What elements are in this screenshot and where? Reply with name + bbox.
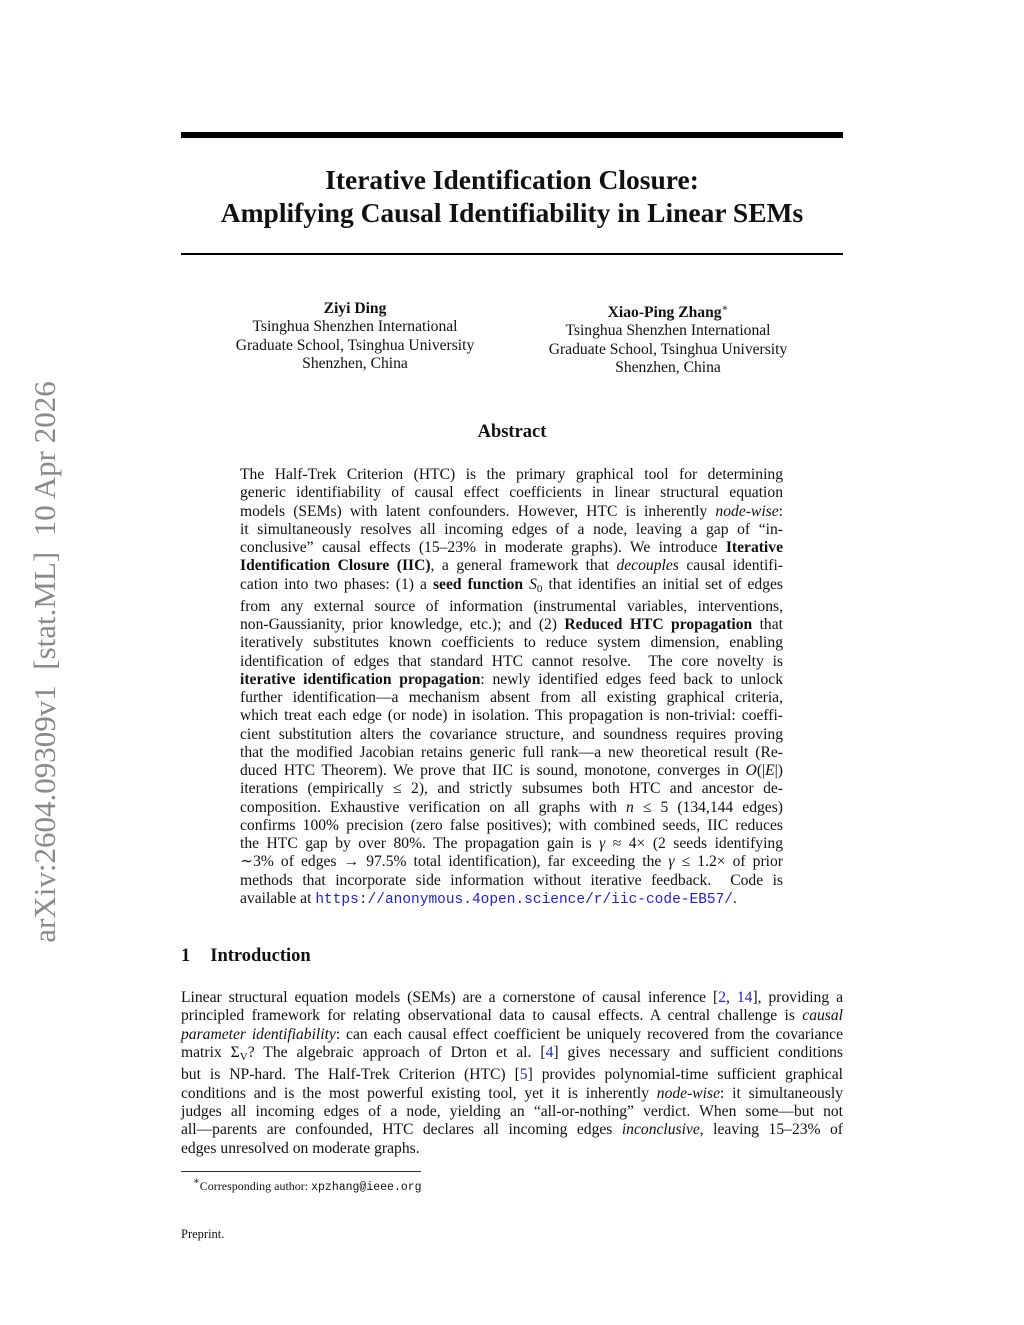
title-top-rule: [181, 132, 843, 138]
citation-link[interactable]: 14: [736, 989, 753, 1006]
title-line-2: Amplifying Causal Identifiability in Linear SEMs: [220, 197, 804, 228]
text-line: [181, 1044, 843, 1066]
text-segment: The Half-Trek Criterion (HTC) is the primary graphical tool for determining: [240, 466, 783, 483]
text-line: [240, 890, 783, 909]
text-segment: node-wise: [656, 1084, 721, 1102]
text-segment: all—parents are confounded, HTC declares all incoming edges: [181, 1121, 622, 1139]
text-segment: ] provides polynomial-time sufficient graphical: [527, 1066, 843, 1084]
text-segment: : can each causal effect coefficient be uniquely recovered from the covariance: [335, 1025, 844, 1043]
text-segment: : it simultaneously: [720, 1084, 843, 1102]
text-line: [240, 853, 783, 871]
text-line: [181, 1140, 843, 1158]
text-segment: Linear structural equation models (SEMs) are a cornerstone of causal inference [: [181, 989, 719, 1006]
text-segment: .: [733, 889, 737, 907]
text-line: [240, 707, 783, 725]
text-segment: V: [239, 1051, 248, 1064]
text-line: [181, 1121, 843, 1139]
text-line: [240, 744, 783, 762]
text-segment: decouples: [616, 557, 679, 575]
title-line-1: Iterative Identification Closure:: [325, 164, 699, 195]
text-segment: judges all incoming edges of a node, yielding an “all-or-nothing” verdict. When some—but not: [181, 1103, 843, 1121]
text-line: [240, 762, 783, 780]
text-segment: composition. Exhaustive verification on all graphs with: [240, 798, 627, 816]
text-segment: ∼3% of edges → 97.5% total identification), far exceeding the: [240, 853, 669, 871]
text-segment: |): [774, 762, 783, 779]
text-segment: further identification—a mechanism absent from all existing graphical criteria,: [240, 689, 783, 706]
text-segment: :: [778, 502, 783, 520]
text-line: [181, 1066, 843, 1084]
text-line: [240, 557, 783, 575]
text-segment: causal identifi-: [678, 557, 783, 575]
text-segment: inconclusive: [621, 1121, 700, 1139]
section-title: Introduction: [210, 946, 311, 966]
text-segment: iterative identification propagation: [240, 670, 481, 688]
author-block-2: [508, 300, 828, 377]
text-segment: , leaving 15–23% of: [699, 1121, 843, 1139]
text-line: [181, 1103, 843, 1121]
text-segment: Reduced HTC propagation: [564, 616, 753, 633]
text-segment: γ: [668, 853, 675, 871]
text-line: [240, 576, 783, 598]
text-segment: ] gives necessary and sufficient conditions: [553, 1044, 843, 1062]
text-segment: causal: [802, 1007, 843, 1025]
text-segment: matrix Σ: [181, 1044, 240, 1062]
text-segment: edges unresolved on moderate graphs.: [181, 1139, 420, 1157]
text-segment: ], providing a: [752, 989, 843, 1006]
footnote-email[interactable]: xpzhang@ieee.org: [311, 1181, 422, 1194]
section-number: 1: [181, 946, 191, 966]
footnote-mark: ∗: [193, 1176, 200, 1187]
footnote-mark[interactable]: ∗: [721, 303, 729, 314]
text-line: [240, 835, 783, 853]
text-segment: γ: [599, 835, 606, 852]
text-line: [240, 634, 783, 652]
text-segment: non-Gaussianity, prior knowledge, etc.); and (2): [240, 616, 565, 633]
text-line: [240, 689, 783, 707]
author-location: Shenzhen, China: [302, 354, 408, 372]
footnote-text: Corresponding author:: [199, 1179, 312, 1193]
text-line: [240, 598, 783, 616]
footer-preprint: Preprint.: [181, 1227, 225, 1241]
abstract-heading: Abstract: [477, 422, 547, 442]
text-segment: Iterative: [725, 539, 783, 556]
text-line: [240, 799, 783, 817]
text-segment: S: [529, 575, 537, 593]
text-line: [240, 521, 783, 539]
arxiv-stamp: arXiv:2604.09309v1 [stat.ML] 10 Apr 2026: [27, 381, 62, 943]
text-segment: ≤ 1.2× of prior: [674, 853, 783, 871]
text-segment: generic identifiability of causal effect coefficients in linear structural equation: [240, 484, 783, 502]
text-segment: principled framework for relating observational data to causal effects. A central challenge is: [181, 1007, 803, 1025]
text-segment: node-wise: [715, 502, 779, 520]
text-segment: : newly identified edges feed back to unlock: [480, 670, 783, 688]
text-segment: that identifies an initial set of edges: [542, 575, 783, 593]
text-segment: ≤ 5 (134,144 edges): [633, 798, 783, 816]
text-segment: O: [745, 762, 757, 779]
introduction-body: [181, 989, 843, 1158]
author-name: Xiao-Ping Zhang: [607, 304, 722, 321]
footnote-rule: [181, 1171, 421, 1172]
author-name: Ziyi Ding: [323, 300, 387, 317]
section-heading-introduction: [181, 946, 311, 967]
text-segment: methods that incorporate side information without iterative feedback. Code is: [240, 871, 783, 889]
text-segment: confirms 100% precision (zero false positives); with combined seeds, IIC reduces: [240, 816, 783, 834]
text-segment: ,: [725, 989, 737, 1006]
text-line: [181, 989, 843, 1007]
text-segment: duced HTC Theorem). We prove that IIC is sound, monotone, converges in: [240, 762, 746, 779]
text-segment: parameter identifiability: [181, 1025, 336, 1043]
text-segment: it simultaneously resolves all incoming edges of a node, leaving a gap of “in-: [240, 520, 783, 538]
text-segment: identification of edges that standard HTC cannot resolve. The core novelty is: [240, 652, 783, 670]
author-affiliation: Tsinghua Shenzhen International: [252, 318, 458, 336]
text-line: [240, 653, 783, 671]
citation-link[interactable]: 2: [718, 989, 726, 1006]
text-segment: that: [752, 616, 783, 633]
text-segment: but is NP-hard. The Half-Trek Criterion (HTC) [: [181, 1066, 520, 1084]
footnote: [193, 1176, 422, 1194]
text-segment: 0: [536, 582, 543, 595]
code-link[interactable]: https://anonymous.4open.science/r/iic-code-EB57/: [315, 891, 733, 908]
text-segment: ? The algebraic approach of Drton et al. [: [247, 1044, 546, 1062]
citation-link[interactable]: 4: [545, 1044, 554, 1062]
text-line: [240, 539, 783, 557]
text-segment: , a general framework that: [430, 557, 617, 575]
text-line: [240, 671, 783, 689]
text-line: [240, 616, 783, 634]
text-segment: E: [765, 762, 775, 779]
text-segment: available at: [240, 889, 316, 907]
text-segment: n: [626, 798, 634, 816]
text-segment: conclusive” causal effects (15–23% in moderate graphs). We introduce: [240, 539, 726, 556]
abstract-body: [240, 466, 783, 909]
text-segment: the HTC gap by over 80%. The propagation gain is: [240, 835, 600, 852]
citation-link[interactable]: 5: [519, 1066, 528, 1084]
text-segment: iteratively substitutes known coefficients to reduce system dimension, enabling: [240, 634, 783, 652]
author-affiliation: Graduate School, Tsinghua University: [235, 336, 475, 354]
text-line: [240, 872, 783, 890]
text-segment: iterations (empirically ≤ 2), and strictly subsumes both HTC and ancestor de-: [240, 780, 783, 798]
author-affiliation: Graduate School, Tsinghua University: [548, 340, 788, 358]
text-line: [240, 466, 783, 484]
author-affiliation: Tsinghua Shenzhen International: [565, 322, 771, 340]
text-segment: conditions and is the most powerful existing tool, yet it is inherently: [181, 1084, 657, 1102]
text-segment: ≈ 4× (2 seeds identifying: [605, 835, 783, 852]
paper-title: [181, 163, 843, 229]
text-line: [181, 1026, 843, 1044]
text-segment: from any external source of information (instrumental variables, interventions,: [240, 597, 783, 615]
author-location: Shenzhen, China: [615, 358, 721, 376]
text-line: [240, 780, 783, 798]
text-segment: which treat each edge (or node) in isolation. This propagation is non-trivial: coeffi-: [240, 707, 783, 725]
text-line: [181, 1085, 843, 1103]
text-line: [240, 817, 783, 835]
text-line: [181, 1007, 843, 1025]
text-segment: that the modified Jacobian retains generic full rank—a new theoretical result (Re-: [240, 743, 783, 761]
text-segment: cation into two phases: (1) a: [240, 575, 433, 593]
author-block-1: [195, 300, 515, 373]
text-segment: cient substitution alters the covariance structure, and soundness requires proving: [240, 725, 783, 743]
text-segment: Identification Closure (IIC): [240, 557, 431, 575]
text-line: [240, 503, 783, 521]
title-bottom-rule: [181, 253, 843, 255]
text-segment: seed function: [432, 575, 524, 593]
text-segment: (|: [756, 762, 766, 779]
text-segment: models (SEMs) with latent confounders. However, HTC is inherently: [240, 502, 716, 520]
text-line: [240, 726, 783, 744]
text-line: [240, 484, 783, 502]
